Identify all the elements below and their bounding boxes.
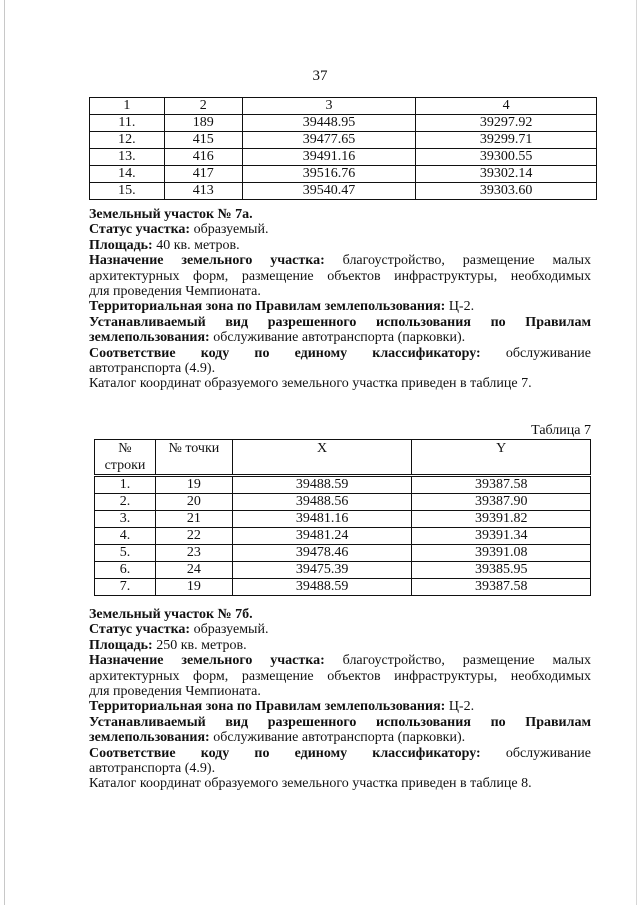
zone-label: Территориальная зона по Правилам землепользования:	[89, 699, 446, 715]
header-cell: Y	[412, 440, 591, 476]
y-cell: 39297.92	[416, 115, 597, 132]
use-label-line-1: Устанавливаемый вид разрешенного использования по Правилам	[89, 714, 591, 730]
code-line-1	[89, 346, 591, 361]
x-cell: 39540.47	[242, 183, 416, 200]
header-cell: № точки	[155, 440, 232, 476]
row-number-cell: 3.	[95, 511, 156, 528]
coordinates-table-continued	[89, 97, 597, 200]
x-cell: 39481.24	[232, 528, 412, 545]
catalog-text: Каталог координат образуемого земельного участка приведен в таблице 8.	[89, 776, 532, 792]
point-cell: 21	[155, 511, 232, 528]
purpose-line-3: для проведения Чемпионата.	[89, 284, 261, 300]
x-cell: 39481.16	[232, 511, 412, 528]
use-label-line-2: землепользования:	[89, 730, 210, 746]
row-number-cell: 6.	[95, 562, 156, 579]
table-row	[90, 166, 597, 183]
table-header-row	[95, 440, 591, 476]
table-row	[90, 183, 597, 200]
code-line-2: автотранспорта (4.9).	[89, 361, 216, 377]
purpose-line-1	[89, 253, 591, 268]
code-value: обслуживание	[480, 745, 591, 761]
x-cell: 39448.95	[242, 115, 416, 132]
y-cell: 39391.08	[412, 545, 591, 562]
row-number-cell: 5.	[95, 545, 156, 562]
purpose-label: Назначение земельного участка:	[89, 653, 325, 669]
y-cell: 39303.60	[416, 183, 597, 200]
x-cell: 39488.59	[232, 579, 412, 596]
point-cell: 20	[155, 494, 232, 511]
zone-value: Ц-2.	[445, 299, 475, 315]
y-cell: 39299.71	[416, 132, 597, 149]
table-row	[95, 562, 591, 579]
status-value: образуемый.	[190, 222, 269, 238]
table-row	[95, 579, 591, 596]
table-caption: Таблица 7	[531, 423, 591, 438]
use-label-line-1: Устанавливаемый вид разрешенного использования по Правилам	[89, 314, 591, 330]
purpose-line-2: архитектурных форм, размещение объектов инфраструктуры, необходимых	[89, 268, 591, 284]
point-cell: 417	[164, 166, 242, 183]
page-right-edge	[636, 0, 637, 905]
page-left-edge	[4, 0, 5, 905]
zone-line	[89, 699, 591, 714]
section-title: Земельный участок № 7б.	[89, 607, 253, 622]
table-row	[90, 149, 597, 166]
table-row	[95, 528, 591, 545]
code-line-2: автотранспорта (4.9).	[89, 761, 216, 777]
row-number-cell: 11.	[90, 115, 165, 132]
code-line-1	[89, 746, 591, 761]
row-number-cell: 7.	[95, 579, 156, 596]
area-value: 40 кв. метров.	[152, 237, 240, 253]
header-cell: 1	[90, 98, 165, 115]
x-cell: 39477.65	[242, 132, 416, 149]
x-cell: 39475.39	[232, 562, 412, 579]
y-cell: 39302.14	[416, 166, 597, 183]
row-number-cell: 1.	[95, 476, 156, 494]
table-row	[90, 115, 597, 132]
section-7b	[89, 607, 591, 792]
row-number-cell: 2.	[95, 494, 156, 511]
page-number: 37	[312, 68, 328, 84]
table-row	[95, 476, 591, 494]
use-line	[89, 730, 591, 745]
table-row	[90, 132, 597, 149]
section-7a	[89, 207, 591, 392]
code-value: обслуживание	[480, 345, 591, 361]
zone-value: Ц-2.	[445, 699, 475, 715]
area-label: Площадь:	[89, 237, 153, 253]
purpose-line-1	[89, 653, 591, 668]
status-line	[89, 222, 591, 237]
code-label: Соответствие коду по единому классификатору:	[89, 345, 481, 361]
point-cell: 22	[155, 528, 232, 545]
point-cell: 24	[155, 562, 232, 579]
y-cell: 39387.58	[412, 579, 591, 596]
point-cell: 23	[155, 545, 232, 562]
point-cell: 189	[164, 115, 242, 132]
point-cell: 416	[164, 149, 242, 166]
header-cell: № строки	[95, 440, 156, 476]
table-row	[95, 511, 591, 528]
use-label-line-2: землепользования:	[89, 330, 210, 346]
use-value: обслуживание автотранспорта (парковки).	[209, 330, 466, 346]
purpose-line-2: архитектурных форм, размещение объектов инфраструктуры, необходимых	[89, 668, 591, 684]
status-label: Статус участка:	[89, 622, 191, 638]
y-cell: 39385.95	[412, 562, 591, 579]
area-line	[89, 238, 591, 253]
purpose-value: благоустройство, размещение малых	[324, 653, 591, 669]
purpose-line-3: для проведения Чемпионата.	[89, 684, 261, 700]
header-cell: 4	[416, 98, 597, 115]
section-title: Земельный участок № 7а.	[89, 207, 253, 222]
x-cell: 39478.46	[232, 545, 412, 562]
zone-label: Территориальная зона по Правилам землепользования:	[89, 299, 446, 315]
row-number-cell: 14.	[90, 166, 165, 183]
y-cell: 39387.90	[412, 494, 591, 511]
purpose-label: Назначение земельного участка:	[89, 253, 325, 269]
header-cell: 3	[242, 98, 416, 115]
zone-line	[89, 299, 591, 314]
y-cell: 39391.34	[412, 528, 591, 545]
y-cell: 39387.58	[412, 476, 591, 494]
header-cell: 2	[164, 98, 242, 115]
table-row	[95, 545, 591, 562]
x-cell: 39488.56	[232, 494, 412, 511]
point-cell: 19	[155, 476, 232, 494]
row-number-cell: 13.	[90, 149, 165, 166]
header-cell: X	[232, 440, 412, 476]
row-number-cell: 12.	[90, 132, 165, 149]
point-cell: 19	[155, 579, 232, 596]
code-label: Соответствие коду по единому классификатору:	[89, 745, 481, 761]
x-cell: 39488.59	[232, 476, 412, 494]
use-line	[89, 330, 591, 345]
x-cell: 39516.76	[242, 166, 416, 183]
area-line	[89, 638, 591, 653]
table-header-row	[90, 98, 597, 115]
purpose-value: благоустройство, размещение малых	[324, 253, 591, 269]
area-label: Площадь:	[89, 637, 153, 653]
point-cell: 413	[164, 183, 242, 200]
use-value: обслуживание автотранспорта (парковки).	[209, 730, 466, 746]
status-label: Статус участка:	[89, 222, 191, 238]
catalog-text: Каталог координат образуемого земельного участка приведен в таблице 7.	[89, 376, 532, 392]
point-cell: 415	[164, 132, 242, 149]
status-line	[89, 622, 591, 637]
area-value: 250 кв. метров.	[152, 637, 247, 653]
table-row	[95, 494, 591, 511]
coordinates-table-7	[94, 439, 591, 596]
y-cell: 39391.82	[412, 511, 591, 528]
y-cell: 39300.55	[416, 149, 597, 166]
row-number-cell: 15.	[90, 183, 165, 200]
row-number-cell: 4.	[95, 528, 156, 545]
status-value: образуемый.	[190, 622, 269, 638]
x-cell: 39491.16	[242, 149, 416, 166]
